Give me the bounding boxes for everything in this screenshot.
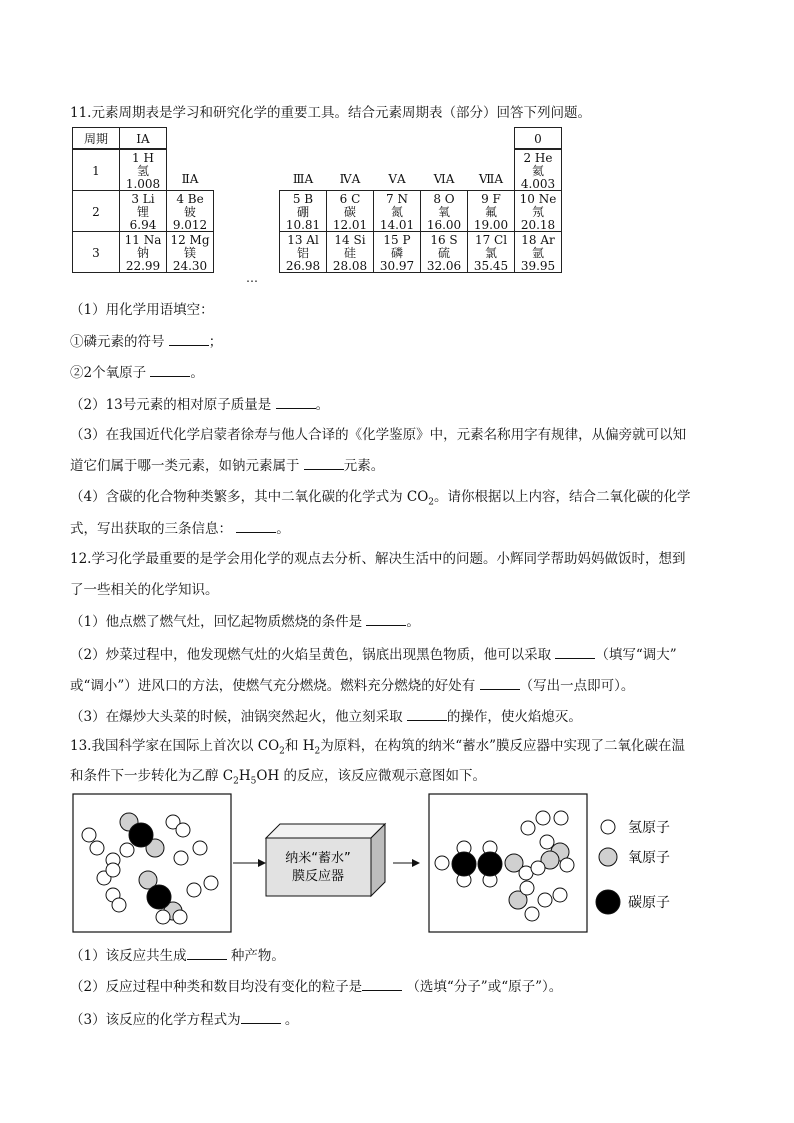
- answer-blank[interactable]: [362, 976, 402, 991]
- q12-stem-line2: 了一些相关的化学知识。: [70, 582, 219, 598]
- element-Ar-line: 39.95: [520, 259, 556, 273]
- punct: 。: [276, 521, 290, 537]
- element-O-line: 16.00: [426, 218, 462, 232]
- q13-sub1: [70, 945, 285, 966]
- reactor-top: [266, 824, 385, 838]
- element-S-line: 硫: [437, 246, 450, 260]
- hydrogen-atom: [112, 898, 126, 912]
- q13-sub1-end: 种产物。: [230, 948, 285, 964]
- answer-blank[interactable]: [236, 518, 276, 533]
- hydrogen-atom: [525, 907, 539, 921]
- element-H: [119, 149, 167, 191]
- element-Be: [166, 190, 214, 232]
- q12-sub3-end: 的操作，使火焰熄灭。: [446, 709, 582, 725]
- hydrogen-atom: [538, 893, 552, 907]
- element-N-line: 7 N: [386, 192, 408, 206]
- arrow-head: [258, 859, 266, 867]
- q13-stem-e: H: [238, 768, 251, 784]
- carbon-atom: [478, 852, 502, 876]
- subscript: 2: [314, 746, 321, 757]
- q11-sub4-text-b: 。请你根据以上内容，结合二氧化碳的化学: [434, 489, 691, 505]
- element-Al-line: 26.98: [285, 259, 321, 273]
- table-ellipsis: [237, 272, 267, 288]
- element-B-line: 10.81: [285, 218, 321, 232]
- hydrogen-atom: [173, 910, 187, 924]
- q11-sub4-line2: [70, 518, 290, 539]
- q11-sub1: （1）用化学用语填空：: [70, 302, 214, 318]
- q11-sub2-text: （2）13号元素的相对原子质量是: [70, 397, 272, 413]
- element-C-line: 6 C: [339, 192, 361, 206]
- q13-sub2-text: （2）反应过程中种类和数目均没有变化的粒子是: [70, 979, 363, 995]
- element-C: [326, 190, 374, 232]
- subscript: 5: [250, 776, 257, 787]
- element-Na-line: 11 Na: [124, 233, 162, 247]
- element-P-line: 磷: [390, 246, 403, 260]
- table-ellipsis-line: …: [246, 271, 258, 285]
- q11-sub3-text: 道它们属于哪一类元素，如钠元素属于: [70, 458, 300, 474]
- hydrogen-atom: [521, 821, 535, 835]
- element-Mg-line: 24.30: [172, 259, 208, 273]
- q13-sub1-text: （1）该反应共生成: [70, 948, 187, 964]
- hydrogen-atom: [106, 863, 120, 877]
- element-Cl-line: 35.45: [473, 259, 509, 273]
- period-3-cell-line: 3: [92, 246, 100, 260]
- element-Si: [326, 231, 374, 273]
- element-F: [467, 190, 515, 232]
- hydrogen-atom: [553, 888, 567, 902]
- element-He-line: 氦: [531, 164, 544, 178]
- element-P-line: 30.97: [379, 259, 415, 273]
- element-Al-line: 铝: [296, 246, 309, 260]
- q11-sub1a: [70, 331, 222, 352]
- element-F-line: 19.00: [473, 218, 509, 232]
- group-header-1: [326, 173, 374, 191]
- legend-hydrogen: 氢原子: [628, 820, 670, 836]
- element-H-line: 1 H: [132, 151, 154, 165]
- element-Mg: [166, 231, 214, 273]
- element-Cl: [467, 231, 515, 273]
- group-header-4: [467, 173, 515, 191]
- element-F-line: 9 F: [481, 192, 501, 206]
- answer-blank[interactable]: [304, 455, 344, 470]
- q12-sub2-hint2: （写出一点即可）。: [519, 678, 635, 694]
- q13-stem-line1: [70, 736, 685, 762]
- hydrogen-atom: [193, 841, 207, 855]
- element-He-line: 4.003: [520, 177, 556, 191]
- element-C-line: 碳: [343, 205, 356, 219]
- punct: 。: [315, 397, 330, 413]
- reactant-box: [73, 794, 231, 932]
- element-N-line: 氮: [390, 205, 403, 219]
- group-header-1-line: ⅣA: [339, 172, 361, 186]
- element-Al-line: 13 Al: [287, 233, 319, 247]
- subscript: 2: [233, 776, 239, 787]
- group-header-2-line: ⅤA: [388, 172, 406, 186]
- q12-sub2-text: （2）炒菜过程中，他发现燃气灶的火焰呈黄色，锅底出现黑色物质，他可以采取: [70, 647, 552, 663]
- group-header-0-line: ⅢA: [292, 172, 314, 186]
- element-P-line: 15 P: [383, 233, 411, 247]
- legend-hydrogen-swatch: [601, 820, 615, 834]
- legend-oxygen: 氧原子: [628, 850, 670, 866]
- answer-blank[interactable]: [366, 611, 406, 626]
- element-Si-line: 硅: [343, 246, 356, 260]
- q13-stem-d: 和条件下一步转化为乙醇 C: [70, 768, 234, 784]
- q12-sub1: [70, 611, 420, 632]
- period-1-cell-line: 1: [92, 164, 100, 178]
- hydrogen-atom: [520, 881, 534, 895]
- answer-blank[interactable]: [276, 394, 316, 409]
- element-F-line: 氟: [484, 205, 497, 219]
- q11-stem: 11.元素周期表是学习和研究化学的重要工具。结合元素周期表（部分）回答下列问题。: [70, 105, 591, 121]
- group-header-2: [373, 173, 421, 191]
- answer-blank[interactable]: [150, 362, 190, 377]
- q11-sub3-line2: [70, 455, 384, 476]
- element-S: [420, 231, 468, 273]
- hydrogen-atom: [156, 910, 170, 924]
- element-Li-line: 锂: [136, 205, 149, 219]
- q12-sub2-line1: [70, 644, 677, 665]
- element-Cl-line: 氯: [484, 246, 497, 260]
- period-3-cell: [72, 231, 120, 273]
- q12-sub3-text: （3）在爆炒大头菜的时候，油锅突然起火，他立刻采取: [70, 709, 403, 725]
- legend-carbon-swatch: [596, 890, 620, 914]
- hydrogen-atom: [554, 811, 568, 825]
- answer-blank[interactable]: [187, 945, 227, 960]
- element-S-line: 32.06: [426, 259, 462, 273]
- group-0-cell: [514, 127, 562, 149]
- q12-sub2-line2: [70, 675, 634, 696]
- punct: ；: [208, 334, 223, 350]
- q13-sub2-end: （选填“分子”或“原子”）。: [406, 979, 563, 995]
- reactor-label-2: 膜反应器: [291, 869, 345, 884]
- q11-sub4-text-c: 式，写出获取的三条信息：: [70, 521, 232, 537]
- element-Na-line: 22.99: [125, 259, 161, 273]
- element-S-line: 16 S: [430, 233, 458, 247]
- arrow-head-2: [412, 859, 420, 867]
- element-He-line: 2 He: [523, 151, 553, 165]
- q12-stem-line1: 12.学习化学最重要的是学会用化学的观点去分析、解决生活中的问题。小辉同学帮助妈妈做饭时，想到: [70, 551, 686, 567]
- element-Si-line: 14 Si: [334, 233, 366, 247]
- element-Ar-line: 氩: [531, 246, 544, 260]
- element-Ne-line: 10 Ne: [519, 192, 557, 206]
- element-Ne-line: 20.18: [520, 218, 556, 232]
- element-Ne-line: 氖: [531, 205, 544, 219]
- group-2a-header: [166, 173, 214, 191]
- hydrogen-atom: [90, 841, 104, 855]
- element-Na-line: 钠: [136, 246, 149, 260]
- group-2a-header-line: ⅡA: [181, 172, 199, 186]
- reactor-front: [266, 838, 371, 896]
- hydrogen-atom: [120, 843, 134, 857]
- legend-oxygen-swatch: [599, 848, 617, 866]
- group-header-3: [420, 173, 468, 191]
- legend-carbon: 碳原子: [628, 895, 670, 911]
- element-B: [279, 190, 327, 232]
- hydrogen-atom: [174, 851, 188, 865]
- group-header-0: [279, 173, 327, 191]
- q13-sub3-text: （3）该反应的化学方程式为: [70, 1012, 241, 1028]
- group-1a-cell-line: ⅠA: [136, 132, 150, 146]
- element-B-line: 硼: [296, 205, 309, 219]
- element-P: [373, 231, 421, 273]
- hydrogen-atom: [187, 883, 201, 897]
- element-Be-line: 铍: [183, 205, 196, 219]
- punct: 。: [190, 365, 204, 381]
- reaction-diagram: [70, 790, 720, 935]
- element-Si-line: 28.08: [332, 259, 368, 273]
- period-2-cell-line: 2: [92, 205, 100, 219]
- q11-sub2: [70, 394, 329, 415]
- q13-stem-f: OH 的反应，该反应微观示意图如下。: [256, 768, 487, 784]
- element-O-line: 8 O: [433, 192, 455, 206]
- answer-blank[interactable]: [555, 644, 595, 659]
- element-H-line: 1.008: [125, 177, 161, 191]
- carbon-atom: [452, 852, 476, 876]
- q13-stem-line2: [70, 766, 486, 792]
- element-Mg-line: 12 Mg: [170, 233, 210, 247]
- element-N: [373, 190, 421, 232]
- period-header-cell-line: 周期: [83, 132, 108, 146]
- answer-blank[interactable]: [480, 675, 520, 690]
- q11-sub1b: [70, 362, 204, 383]
- group-1a-cell: [119, 127, 167, 149]
- q11-sub1b-text: ②2个氧原子: [70, 365, 147, 381]
- punct: 。: [284, 1012, 299, 1028]
- answer-blank[interactable]: [407, 706, 447, 721]
- element-O-line: 氧: [437, 205, 450, 219]
- period-header-cell: [72, 127, 120, 149]
- hydrogen-atom: [536, 811, 550, 825]
- element-Li-line: 3 Li: [131, 192, 155, 206]
- element-Ne: [514, 190, 562, 232]
- answer-blank[interactable]: [241, 1009, 281, 1024]
- period-1-cell: [72, 149, 120, 191]
- element-Al: [279, 231, 327, 273]
- subscript: 2: [428, 497, 435, 508]
- q13-stem-c: 为原料，在构筑的纳米“蓄水”膜反应器中实现了二氧化碳在温: [320, 738, 686, 754]
- element-N-line: 14.01: [379, 218, 415, 232]
- element-Li: [119, 190, 167, 232]
- element-Cl-line: 17 Cl: [474, 233, 508, 247]
- q13-sub2: [70, 976, 562, 997]
- hydrogen-atom: [204, 876, 218, 890]
- carbon-atom: [147, 885, 171, 909]
- q11-sub4-text-a: （4）含碳的化合物种类繁多，其中二氧化碳的化学式为 CO: [70, 489, 429, 505]
- element-Na: [119, 231, 167, 273]
- q12-sub2-hint: （填写“调大”: [595, 647, 677, 663]
- element-O: [420, 190, 468, 232]
- hydrogen-atom: [560, 858, 574, 872]
- punct: 。: [406, 614, 420, 630]
- hydrogen-atom: [531, 861, 545, 875]
- q12-sub2-text2: 或“调小”）进风口的方法，使燃气充分燃烧。燃料充分燃烧的好处有: [70, 678, 476, 694]
- element-He: [514, 149, 562, 191]
- answer-blank[interactable]: [169, 331, 209, 346]
- q11-sub1a-text: ①磷元素的符号: [70, 334, 165, 350]
- element-C-line: 12.01: [332, 218, 368, 232]
- q11-sub3-line1: （3）在我国近代化学启蒙者徐寿与他人合译的《化学鉴原》中，元素名称用字有规律，从偏旁就可以知: [70, 427, 687, 443]
- q13-sub3: [70, 1009, 298, 1030]
- element-H-line: 氢: [136, 164, 149, 178]
- group-header-3-line: ⅥA: [433, 172, 455, 186]
- carbon-atom: [129, 823, 153, 847]
- q12-sub1-text: （1）他点燃了燃气灶，回忆起物质燃烧的条件是: [70, 614, 363, 630]
- group-0-cell-line: 0: [534, 132, 542, 146]
- subscript: 2: [279, 746, 285, 757]
- element-Be-line: 4 Be: [176, 192, 204, 206]
- hydrogen-atom: [540, 835, 554, 849]
- element-Be-line: 9.012: [172, 218, 208, 232]
- element-Ar: [514, 231, 562, 273]
- element-B-line: 5 B: [292, 192, 314, 206]
- period-2-cell: [72, 190, 120, 232]
- element-Mg-line: 镁: [183, 246, 196, 260]
- q11-sub4-line1: [70, 487, 691, 513]
- element-Li-line: 6.94: [129, 218, 157, 232]
- q12-sub3: [70, 706, 582, 727]
- reactor-label-1: 纳米“蓄水”: [285, 851, 351, 866]
- group-header-4-line: ⅦA: [478, 172, 504, 186]
- element-Ar-line: 18 Ar: [521, 233, 555, 247]
- hydrogen-atom: [435, 856, 449, 870]
- q11-sub3-end: 元素。: [343, 458, 385, 474]
- hydrogen-atom: [82, 828, 96, 842]
- q13-stem-a: 13.我国科学家在国际上首次以 CO: [70, 738, 280, 754]
- q13-stem-b: 和 H: [284, 738, 315, 754]
- hydrogen-atom: [176, 823, 190, 837]
